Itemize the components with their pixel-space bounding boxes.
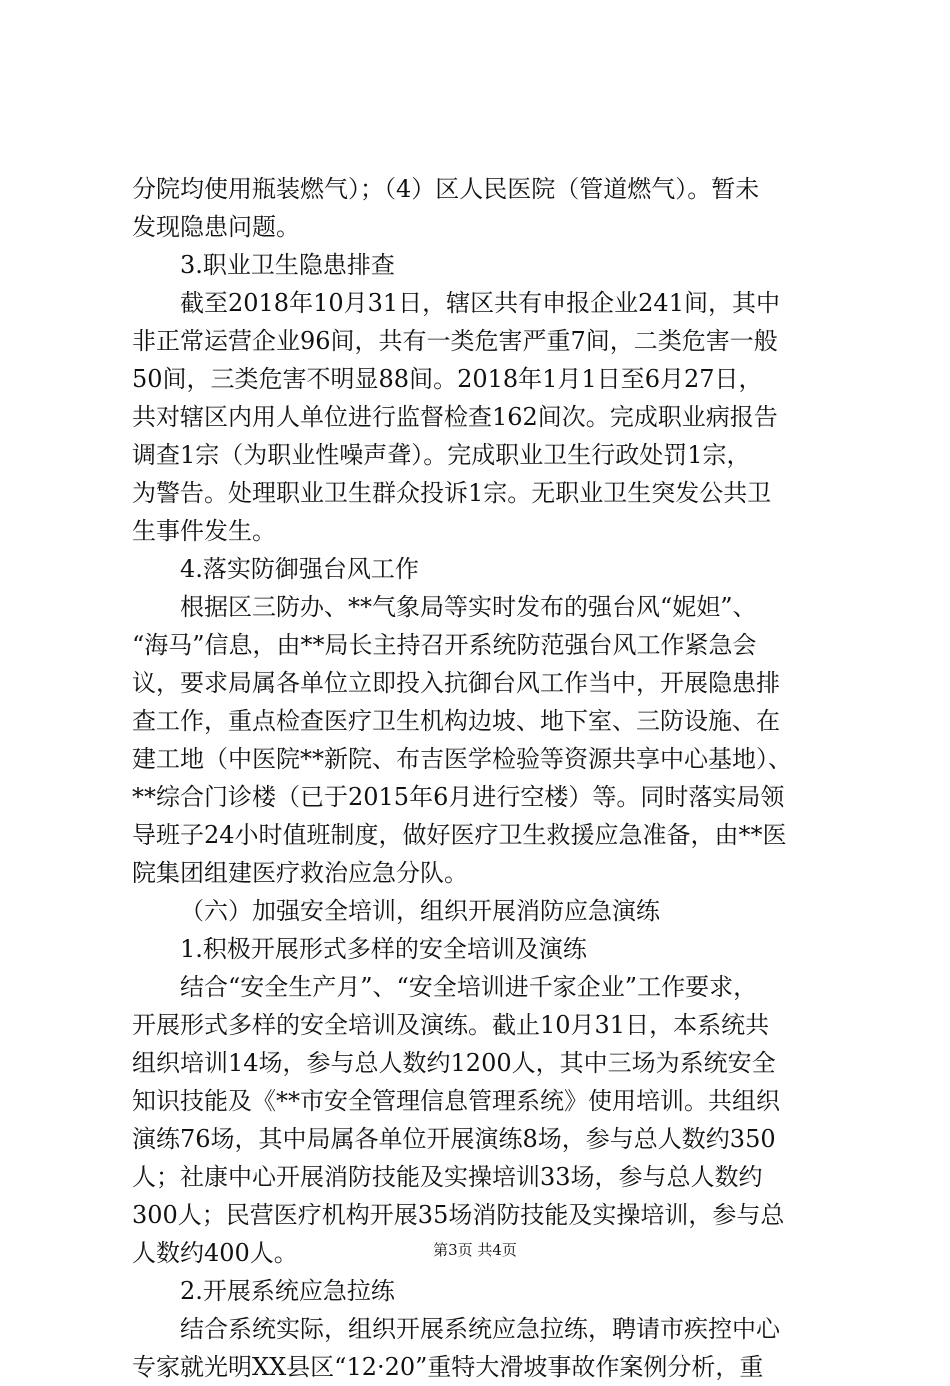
text-line: 组织培训14场，参与总人数约1200人，其中三场为系统安全 [132, 1049, 776, 1077]
text-line: 人数约400人。 [132, 1239, 298, 1267]
text-line: 发现隐患问题。 [132, 213, 300, 241]
text-line: 建工地（中医院**新院、布吉医学检验等资源共享中心基地）、 [132, 745, 792, 773]
page-footer: 第3页 共4页 [433, 1241, 517, 1259]
document-body [132, 170, 832, 1386]
text-line: 院集团组建医疗救治应急分队。 [132, 859, 468, 887]
text-line: **综合门诊楼（已于2015年6月进行空楼）等。同时落实局领 [132, 783, 785, 811]
text-line: 导班子24小时值班制度，做好医疗卫生救援应急准备，由**医 [132, 821, 787, 849]
text-line: 共对辖区内用人单位进行监督检查162间次。完成职业病报告 [132, 403, 778, 431]
text-line: 4.落实防御强台风工作 [180, 555, 419, 583]
text-line: 2.开展系统应急拉练 [180, 1277, 395, 1305]
text-line: 300人；民营医疗机构开展35场消防技能及实操培训，参与总 [132, 1201, 785, 1229]
text-line: 知识技能及《**市安全管理信息管理系统》使用培训。共组织 [132, 1087, 780, 1115]
text-line: 根据区三防办、**气象局等实时发布的强台风“妮妲”、 [180, 593, 757, 621]
text-line: 演练76场，其中局属各单位开展演练8场，参与总人数约350 [132, 1125, 776, 1153]
text-line: 为警告。处理职业卫生群众投诉1宗。无职业卫生突发公共卫 [132, 479, 772, 507]
text-line: 调查1宗（为职业性噪声聋）。完成职业卫生行政处罚1宗， [132, 441, 751, 469]
text-line: 专家就光明XX县区“12·20”重特大滑坡事故作案例分析，重 [132, 1353, 764, 1381]
text-line: 查工作，重点检查医疗卫生机构边坡、地下室、三防设施、在 [132, 707, 780, 735]
text-line: 分院均使用瓶装燃气）；（4）区人民医院（管道燃气）。暂未 [132, 175, 760, 203]
text-line: （六）加强安全培训，组织开展消防应急演练 [180, 897, 660, 925]
text-line: 截至2018年10月31日，辖区共有申报企业241间，其中 [180, 289, 780, 317]
text-line: 生事件发生。 [132, 517, 276, 545]
text-line: 人；社康中心开展消防技能及实操培训33场，参与总人数约 [132, 1163, 763, 1191]
text-line: “海马”信息，由**局长主持召开系统防范强台风工作紧急会 [132, 631, 757, 659]
text-line: 开展形式多样的安全培训及演练。截止10月31日，本系统共 [132, 1011, 770, 1039]
text-line: 结合系统实际，组织开展系统应急拉练，聘请市疾控中心 [180, 1315, 780, 1343]
text-line: 结合“安全生产月”、“安全培训进千家企业”工作要求， [180, 973, 758, 1001]
text-line: 非正常运营企业96间，共有一类危害严重7间，二类危害一般 [132, 327, 778, 355]
text-line: 议，要求局属各单位立即投入抗御台风工作当中，开展隐患排 [132, 669, 780, 697]
text-line: 1.积极开展形式多样的安全培训及演练 [180, 935, 587, 963]
text-line: 3.职业卫生隐患排查 [180, 251, 395, 279]
text-line: 50间，三类危害不明显88间。2018年1月1日至6月27日， [132, 365, 763, 393]
